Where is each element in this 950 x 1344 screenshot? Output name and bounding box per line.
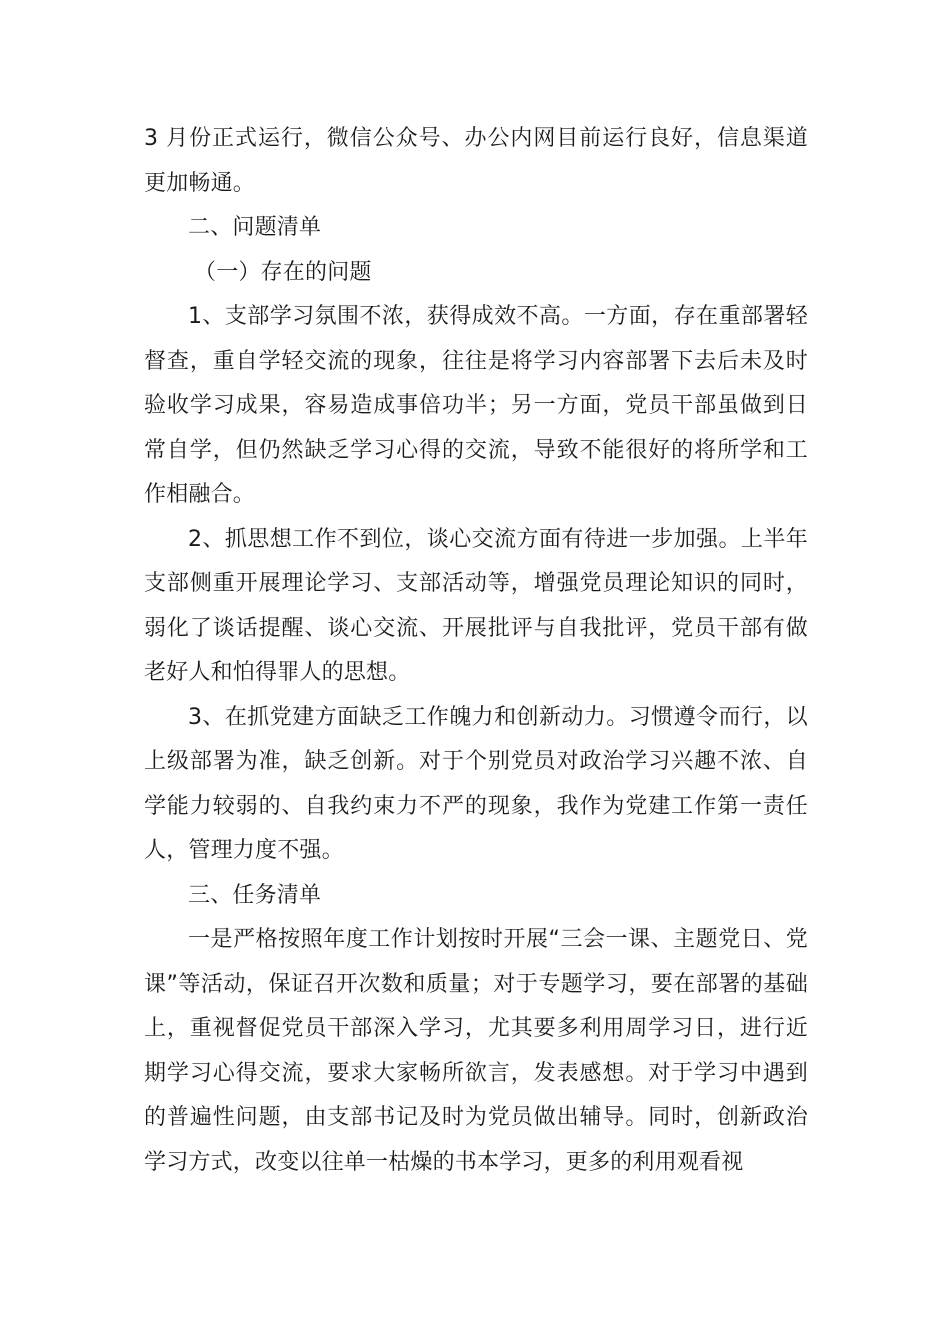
section-heading-problem-list: 二、问题清单	[188, 215, 322, 240]
subsection-heading-existing-problems: （一）存在的问题	[194, 259, 372, 285]
paragraph-problem-3: 3、在抓党建方面缺乏工作魄力和创新动力。习惯遵令而行，以上级部署为准，缺乏创新。对于个别党员对政治学习兴趣不浓、自学能力较弱的、自我约束力不严的现象，我作为党建工作第一责任人，管理力度不强。	[144, 704, 808, 863]
paragraph-problem-1: 1、支部学习氛围不浓，获得成效不高。一方面，存在重部署轻督查，重自学轻交流的现象，往往是将学习内容部署下去后未及时验收学习成果，容易造成事倍功半；另一方面，党员干部虽做到日常自学，但仍然缺乏学习心得的交流，导致不能很好的将所学和工作相融合。	[144, 304, 808, 507]
paragraph-problem-2: 2、抓思想工作不到位，谈心交流方面有待进一步加强。上半年支部侧重开展理论学习、支部活动等，增强党员理论知识的同时，弱化了谈话提醒、谈心交流、开展批评与自我批评，党员干部有做老好人和怕得罪人的思想。	[144, 526, 808, 685]
paragraph-continuation: 3 月份正式运行，微信公众号、办公内网目前运行良好，信息渠道更加畅通。	[144, 126, 808, 196]
section-heading-task-list: 三、任务清单	[188, 882, 322, 908]
document-body	[144, 117, 808, 1185]
paragraph-task-1: 一是严格按照年度工作计划按时开展“三会一课、主题党日、党课”等活动，保证召开次数和质量；对于专题学习，要在部署的基础上，重视督促党员干部深入学习，尤其要多利用周学习日，进行近期学习心得交流，要求大家畅所欲言，发表感想。对于学习中遇到的普遍性问题，由支部书记及时为党员做出辅导。同时，创新政治学习方式，改变以往单一枯燥的书本学习，更多的利用观看视	[144, 927, 808, 1175]
